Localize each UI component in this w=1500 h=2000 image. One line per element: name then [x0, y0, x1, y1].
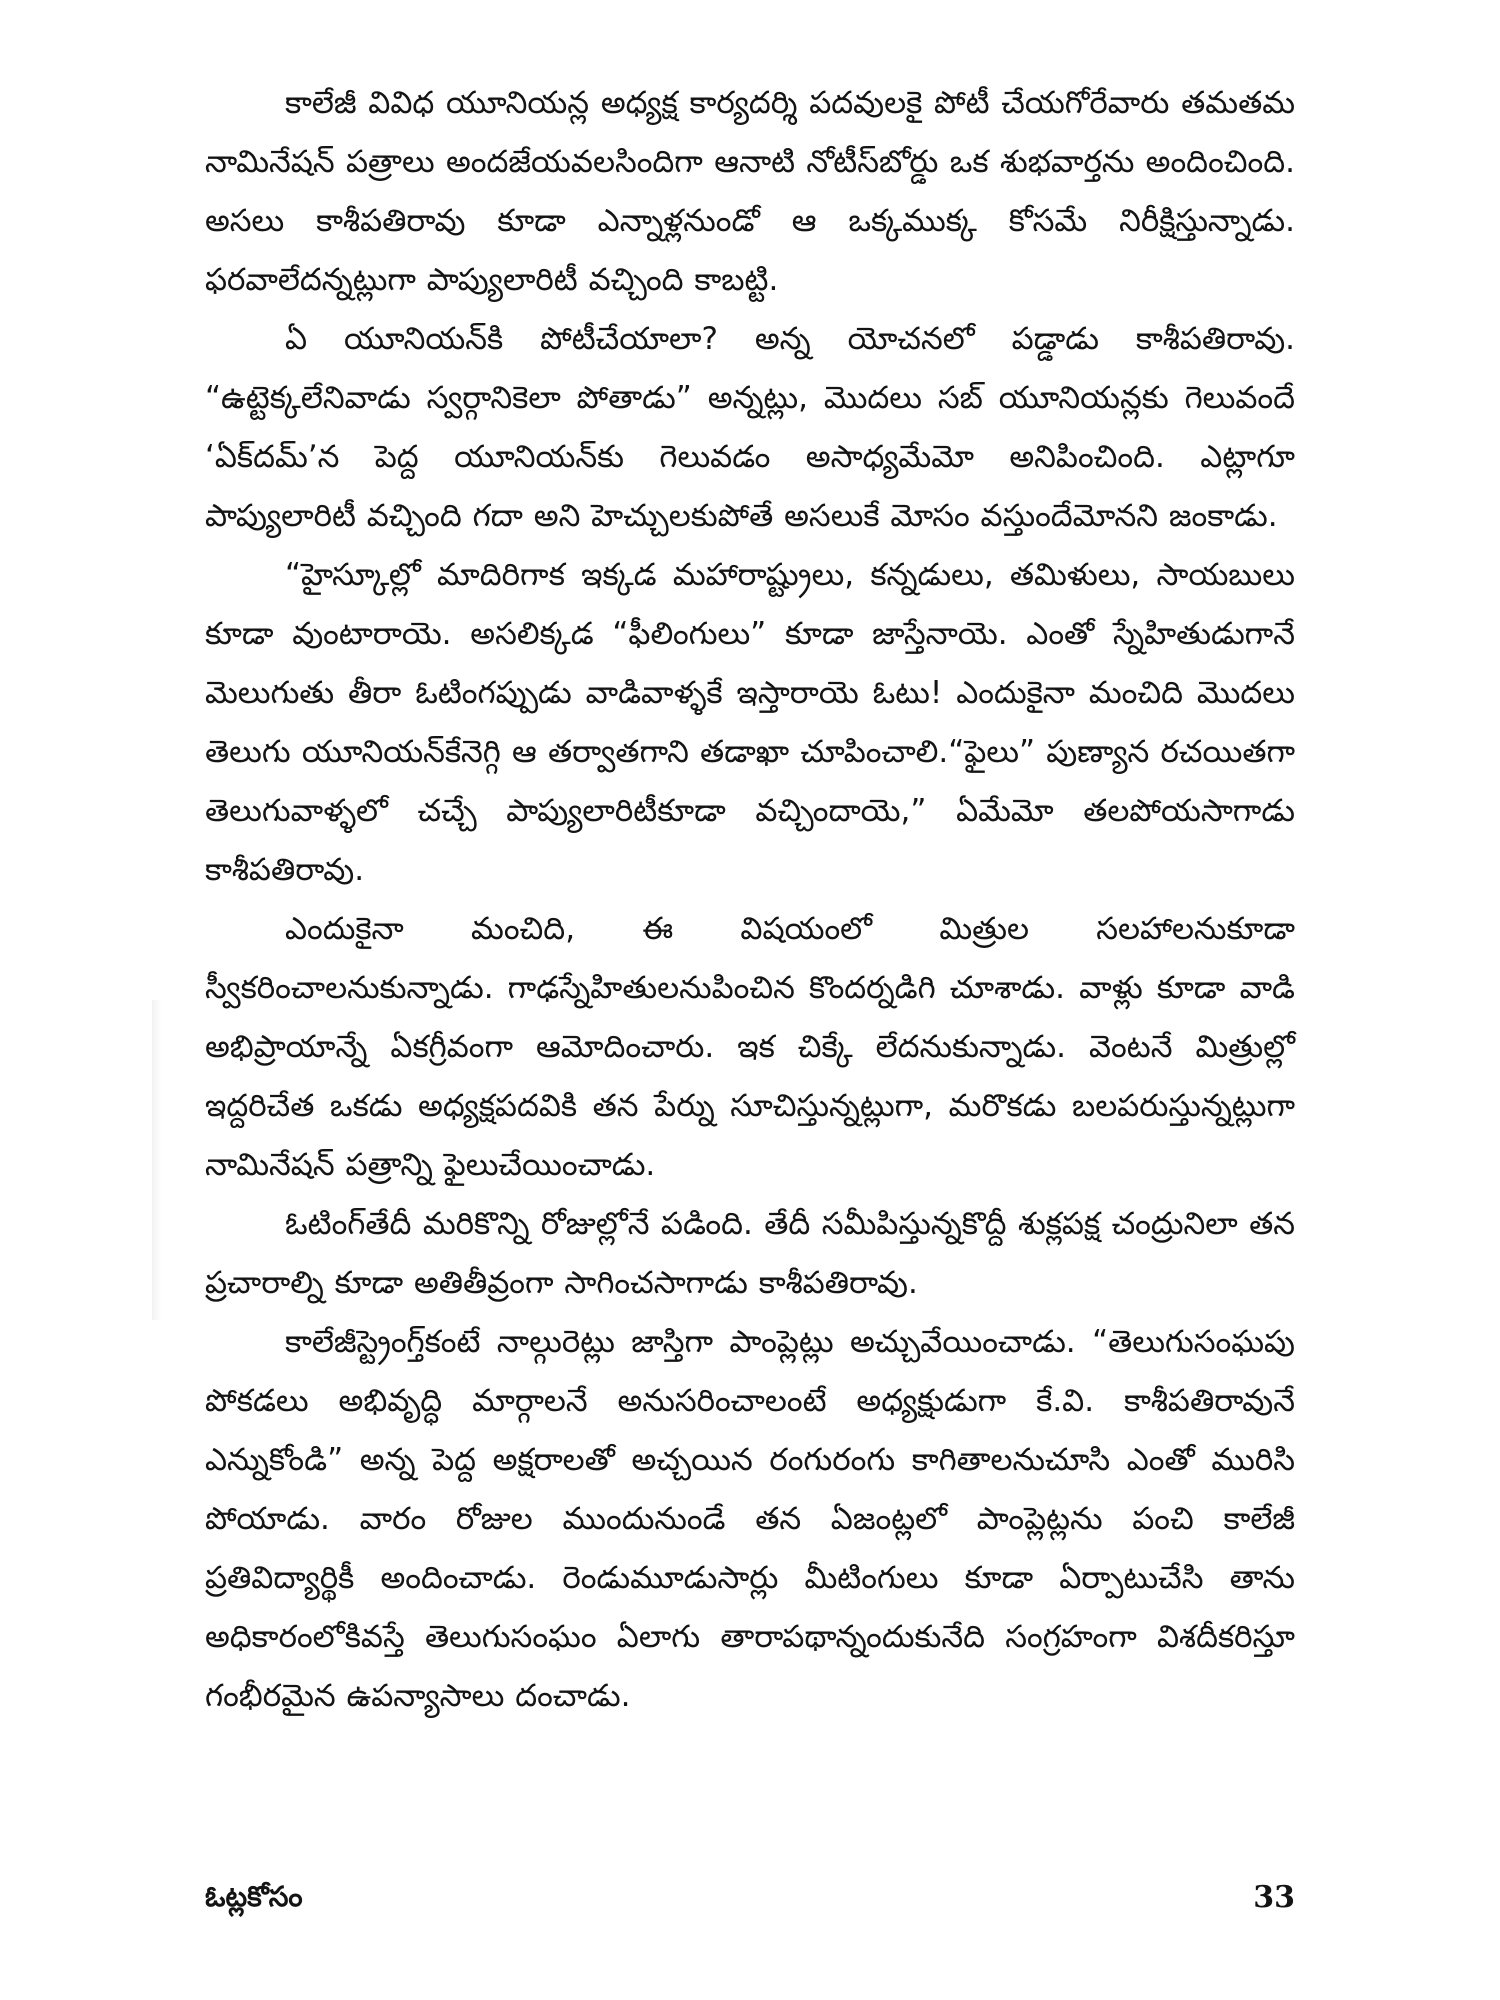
paragraph: కాలేజీ వివిధ యూనియన్ల అధ్యక్ష కార్యదర్శి పదవులకై పోటీ చేయగోరేవారు తమతమ నామినేషన్ పత్రాలు అందజేయవలసిందిగా ఆనాటి నోటీస్‌బోర్డు ఒక శుభవార్తను అందించింది. అసలు కాశీపతిరావు కూడా ఎన్నాళ్లనుండో ఆ ఒక్కముక్క కోసమే నిరీక్షిస్తున్నాడు. ఫరవాలేదన్నట్లుగా పాప్యులారిటీ వచ్చింది కాబట్టి.: [205, 85, 1295, 298]
page-body-text: [205, 74, 1295, 1726]
page-binding-shadow: [152, 1000, 162, 1320]
paragraph: “హైస్కూల్లో మాదిరిగాక ఇక్కడ మహారాష్ట్రులు, కన్నడులు, తమిళులు, సాయబులు కూడా వుంటారాయె. అసలిక్కడ “ఫీలింగులు” కూడా జాస్తేనాయె. ఎంతో స్నేహితుడుగానే మెలుగుతు తీరా ఓటింగప్పుడు వాడివాళ్ళకే ఇస్తారాయె ఓటు! ఎందుకైనా మంచిది మొదలు తెలుగు యూనియన్‌కేనెగ్గి ఆ తర్వాతగాని తడాఖా చూపించాలి.“ఫైలు” పుణ్యాన రచయితగా తెలుగువాళ్ళలో చచ్చే పాప్యులారిటీకూడా వచ్చిందాయె,” ఏమేమో తలపోయసాగాడు కాశీపతిరావు.: [205, 557, 1295, 888]
paragraph: ఏ యూనియన్‌కి పోటీచేయాలా? అన్న యోచనలో పడ్డాడు కాశీపతిరావు. “ఉట్టెక్కలేనివాడు స్వర్గానికెలా పోతాడు” అన్నట్లు, మొదలు సబ్ యూనియన్లకు గెలువందే ‘ఏక్‌దమ్’న పెద్ద యూనియన్‌కు గెలువడం అసాధ్యమేమో అనిపించింది. ఎట్లాగూ పాప్యులారిటీ వచ్చింది గదా అని హెచ్చులకుపోతే అసలుకే మోసం వస్తుందేమోనని జంకాడు.: [205, 321, 1295, 534]
book-title: ఓట్లకోసం: [205, 1880, 303, 1913]
paragraph: ఓటింగ్‌తేదీ మరికొన్ని రోజుల్లోనే పడింది. తేదీ సమీపిస్తున్నకొద్దీ శుక్లపక్ష చంద్రునిలా తన ప్రచారాల్ని కూడా అతితీవ్రంగా సాగించసాగాడు కాశీపతిరావు.: [205, 1206, 1295, 1301]
paragraph: ఎందుకైనా మంచిది, ఈ విషయంలో మిత్రుల సలహాలనుకూడా స్వీకరించాలనుకున్నాడు. గాఢస్నేహితులనుపించిన కొందర్నడిగి చూశాడు. వాళ్లు కూడా వాడి అభిప్రాయాన్నే ఏకగ్రీవంగా ఆమోదించారు. ఇక చిక్కే లేదనుకున్నాడు. వెంటనే మిత్రుల్లో ఇద్దరిచేత ఒకడు అధ్యక్షపదవికి తన పేర్ను సూచిస్తున్నట్లుగా, మరొకడు బలపరుస్తున్నట్లుగా నామినేషన్ పత్రాన్ని ఫైలుచేయించాడు.: [205, 911, 1295, 1183]
paragraph: కాలేజీస్ట్రెంగ్త్‌కంటే నాల్గురెట్లు జాస్తిగా పాంప్లెట్లు అచ్చువేయించాడు. “తెలుగుసంఘపు పోకడలు అభివృద్ధి మార్గాలనే అనుసరించాలంటే అధ్యక్షుడుగా కే.వి. కాశీపతిరావునే ఎన్నుకోండి” అన్న పెద్ద అక్షరాలతో అచ్చయిన రంగురంగు కాగితాలనుచూసి ఎంతో మురిసి పోయాడు. వారం రోజుల ముందునుండే తన ఏజంట్లలో పాంప్లెట్లను పంచి కాలేజీ ప్రతివిద్యార్థికీ అందించాడు. రెండుమూడుసార్లు మీటింగులు కూడా ఏర్పాటుచేసి తాను అధికారంలోకివస్తే తెలుగుసంఘం ఏలాగు తారాపథాన్నందుకునేది సంగ్రహంగా విశదీకరిస్తూ గంభీరమైన ఉపన్యాసాలు దంచాడు.: [205, 1324, 1295, 1714]
page-footer: [205, 1880, 1295, 1940]
page-number: 33: [1253, 1880, 1295, 1915]
